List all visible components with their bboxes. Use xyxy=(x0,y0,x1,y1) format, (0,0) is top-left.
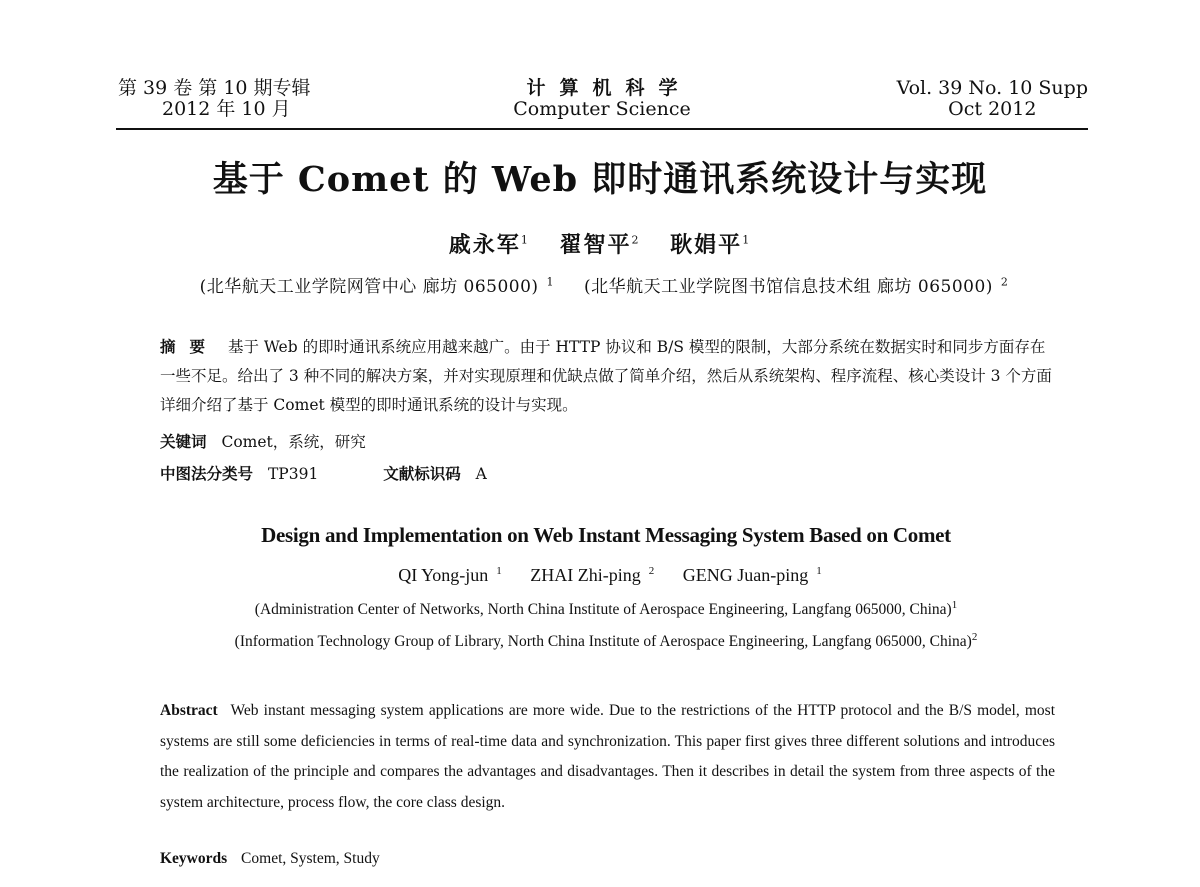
keywords-en xyxy=(160,850,380,868)
document-code-value: A xyxy=(475,465,487,483)
issue-info-en xyxy=(897,78,1088,120)
affiliation-cn-2: (北华航天工业学院图书馆信息技术组 廊坊 065000) $^2$ xyxy=(583,275,1009,297)
paper-title-en: Design and Implementation on Web Instant Messaging System Based on Comet xyxy=(261,523,951,547)
affiliation-en-2: (Information Technology Group of Library, North China Institute of Aerospace Engineering, Langfang 065000, China)$^2$ xyxy=(234,630,978,650)
affiliation-cn-1: (北华航天工业学院网管中心 廊坊 065000) $^1$ xyxy=(199,275,555,297)
classification-line xyxy=(160,462,487,484)
keywords-cn-text: Comet，系统，研究 xyxy=(221,433,366,451)
header-rule xyxy=(116,128,1088,130)
keywords-cn-label: 关键词 xyxy=(160,432,207,451)
author-en-3: GENG Juan-ping $^1$ xyxy=(682,565,822,585)
abstract-cn-text: 基于 Web 的即时通讯系统应用越来越广。由于 HTTP 协议和 B/S 模型的限制，大部分系统在数据实时和同步方面存在一些不足。给出了 3 种不同的解决方案，并对实现原理和优缺点做了简单介绍，然后从系统架构、程序流程、核心类设计 3 个方面详细介绍了基于 Comet 模型的即时通讯系统的设计与实现。 xyxy=(160,338,1052,414)
abstract-en-label: Abstract xyxy=(160,702,218,719)
author-en-2: ZHAI Zhi-ping $^2$ xyxy=(530,565,655,585)
volume-issue: 第 39 卷 第 10 期专辑 xyxy=(118,77,311,99)
classification-value: TP391 xyxy=(267,465,319,483)
abstract-en-text: Web instant messaging system applications are more wide. Due to the restrictions of the HTTP protocol and the B/S model, most systems are still some deficiencies in terms of real-time data and synchronization. This paper first gives three different solutions and introduces the realization of the principle and compares the advantages and disadvantages. Then it describes in detail the system from three aspects of the system architecture, process flow, the core class design. xyxy=(160,702,1055,811)
journal-name-en: Computer Science xyxy=(513,98,691,120)
authors-cn xyxy=(0,228,1200,259)
author-cn-1: 戚永军$^1$ xyxy=(448,232,530,258)
abstract-cn xyxy=(160,332,1060,420)
journal-header xyxy=(116,78,1088,130)
author-cn-2: 翟智平$^2$ xyxy=(559,232,641,258)
volume-issue-en: Vol. 39 No. 10 Supp xyxy=(896,77,1088,99)
abstract-en xyxy=(160,696,1055,818)
author-cn-3: 耿娟平$^1$ xyxy=(670,232,752,258)
keywords-cn xyxy=(160,430,366,452)
issue-date: 2012 年 10 月 xyxy=(162,98,291,120)
authors-en xyxy=(0,565,1200,586)
journal-name-cn: 计算机科学 xyxy=(526,77,692,99)
keywords-en-text: Comet, System, Study xyxy=(241,850,380,867)
classification-label: 中图法分类号 xyxy=(160,464,254,483)
affiliation-en-1: (Administration Center of Networks, North China Institute of Aerospace Engineering, Langfang 065000, China)$^1$ xyxy=(254,598,958,618)
abstract-cn-label: 摘要 xyxy=(160,337,220,356)
document-code-label: 文献标识码 xyxy=(383,464,461,483)
author-en-1: QI Yong-jun $^1$ xyxy=(398,565,502,585)
paper-title: 基于 Comet 的 Web 即时通讯系统设计与实现 xyxy=(212,159,988,200)
issue-date-en: Oct 2012 xyxy=(948,98,1037,120)
keywords-en-label: Keywords xyxy=(160,850,228,867)
affiliations-cn xyxy=(0,272,1200,297)
